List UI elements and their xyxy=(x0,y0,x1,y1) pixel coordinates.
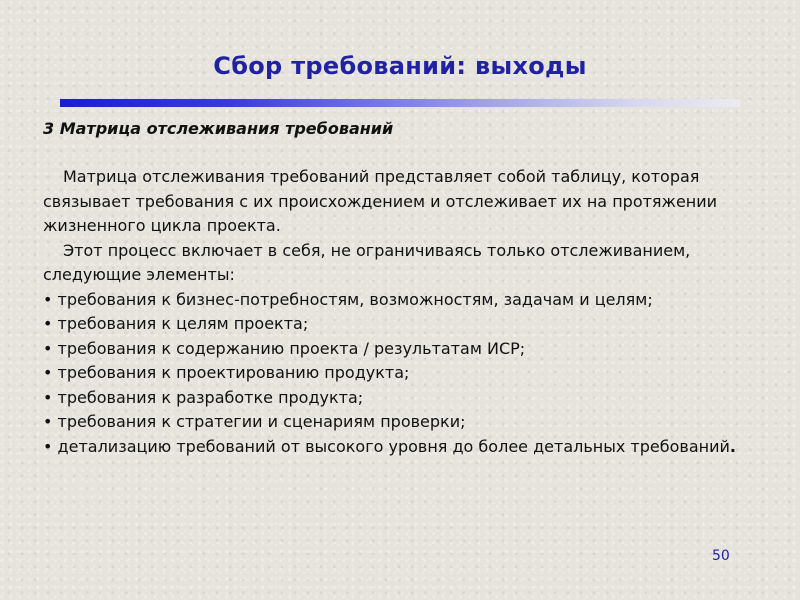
list-item: • требования к стратегии и сценариям проверки; xyxy=(43,410,743,435)
list-item: • требования к содержанию проекта / результатам ИСР; xyxy=(43,337,743,362)
final-period: . xyxy=(729,436,736,456)
requirements-list xyxy=(43,288,743,460)
section-heading: 3 Матрица отслеживания требований xyxy=(43,119,394,138)
list-item-last xyxy=(43,435,743,460)
list-item: • требования к бизнес-потребностям, возможностям, задачам и целям; xyxy=(43,288,743,313)
body-text xyxy=(43,165,743,459)
list-item: • требования к разработке продукта; xyxy=(43,386,743,411)
list-item: • требования к целям проекта; xyxy=(43,312,743,337)
title-underline-bar xyxy=(60,99,740,107)
paragraph-process: Этот процесс включает в себя, не ограничиваясь только отслеживанием, следующие элементы: xyxy=(43,240,691,284)
slide-title: Сбор требований: выходы xyxy=(213,52,587,80)
paragraph-intro: Матрица отслеживания требований представляет собой таблицу, которая связывает требования с их происхождением и отслеживает их на протяжении жизненного цикла проекта. xyxy=(43,167,718,235)
list-item: • требования к проектированию продукта; xyxy=(43,361,743,386)
list-item-text: детализацию требований от высокого уровня до более детальных требований xyxy=(57,436,730,456)
page-number: 50 xyxy=(712,548,730,564)
